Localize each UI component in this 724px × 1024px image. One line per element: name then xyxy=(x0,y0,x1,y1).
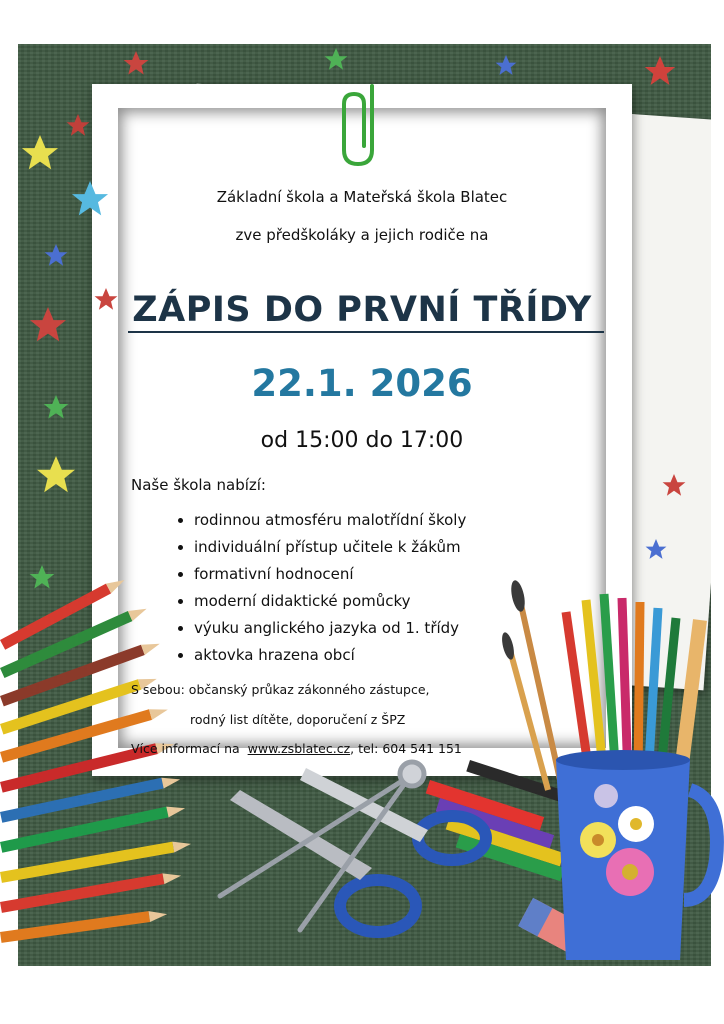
star-icon xyxy=(325,48,348,70)
offers-list xyxy=(174,507,466,669)
star-icon xyxy=(646,539,667,559)
list-item: • individuální přístup učitele k žákům xyxy=(194,534,466,561)
event-date: 22.1. 2026 xyxy=(251,362,473,405)
star-icon xyxy=(496,55,517,75)
event-time: od 15:00 do 17:00 xyxy=(260,428,464,453)
star-icon xyxy=(67,114,90,136)
list-item: • výuku anglického jazyka od 1. třídy xyxy=(194,615,466,642)
title-underline xyxy=(128,331,604,333)
page-title: ZÁPIS DO PRVNÍ TŘÍDY xyxy=(132,290,592,330)
star-icon xyxy=(124,51,149,75)
star-icon xyxy=(72,181,108,215)
star-icon xyxy=(45,244,68,266)
pencil-icons-left xyxy=(0,575,192,943)
brush-icons xyxy=(500,579,560,790)
list-item: • aktovka hrazena obcí xyxy=(194,642,466,669)
star-icon xyxy=(645,56,675,85)
star-icon xyxy=(37,456,75,492)
info-prefix: Více informací na xyxy=(131,741,240,756)
offers-heading: Naše škola nabízí: xyxy=(131,476,266,494)
list-item: • formativní hodnocení xyxy=(194,561,466,588)
bring-line-1: S sebou: občanský průkaz zákonného zástupce, xyxy=(131,682,430,697)
star-icon xyxy=(30,307,66,341)
list-item: • moderní didaktické pomůcky xyxy=(194,588,466,615)
star-icon xyxy=(22,135,58,169)
contact-info xyxy=(131,741,462,756)
star-icon xyxy=(95,288,118,310)
phone-number: , tel: 604 541 151 xyxy=(350,741,462,756)
star-icon xyxy=(30,565,55,589)
website-link[interactable]: www.zsblatec.cz xyxy=(247,741,351,756)
invite-line: zve předškoláky a jejich rodiče na xyxy=(235,226,489,244)
star-icon xyxy=(663,474,686,496)
star-icon xyxy=(44,395,69,419)
list-item: • rodinnou atmosféru malotřídní školy xyxy=(194,507,466,534)
school-name: Základní škola a Mateřská škola Blatec xyxy=(216,188,508,206)
bring-line-2: rodný list dítěte, doporučení z ŠPZ xyxy=(190,712,406,727)
paperclip-icon xyxy=(344,86,372,164)
